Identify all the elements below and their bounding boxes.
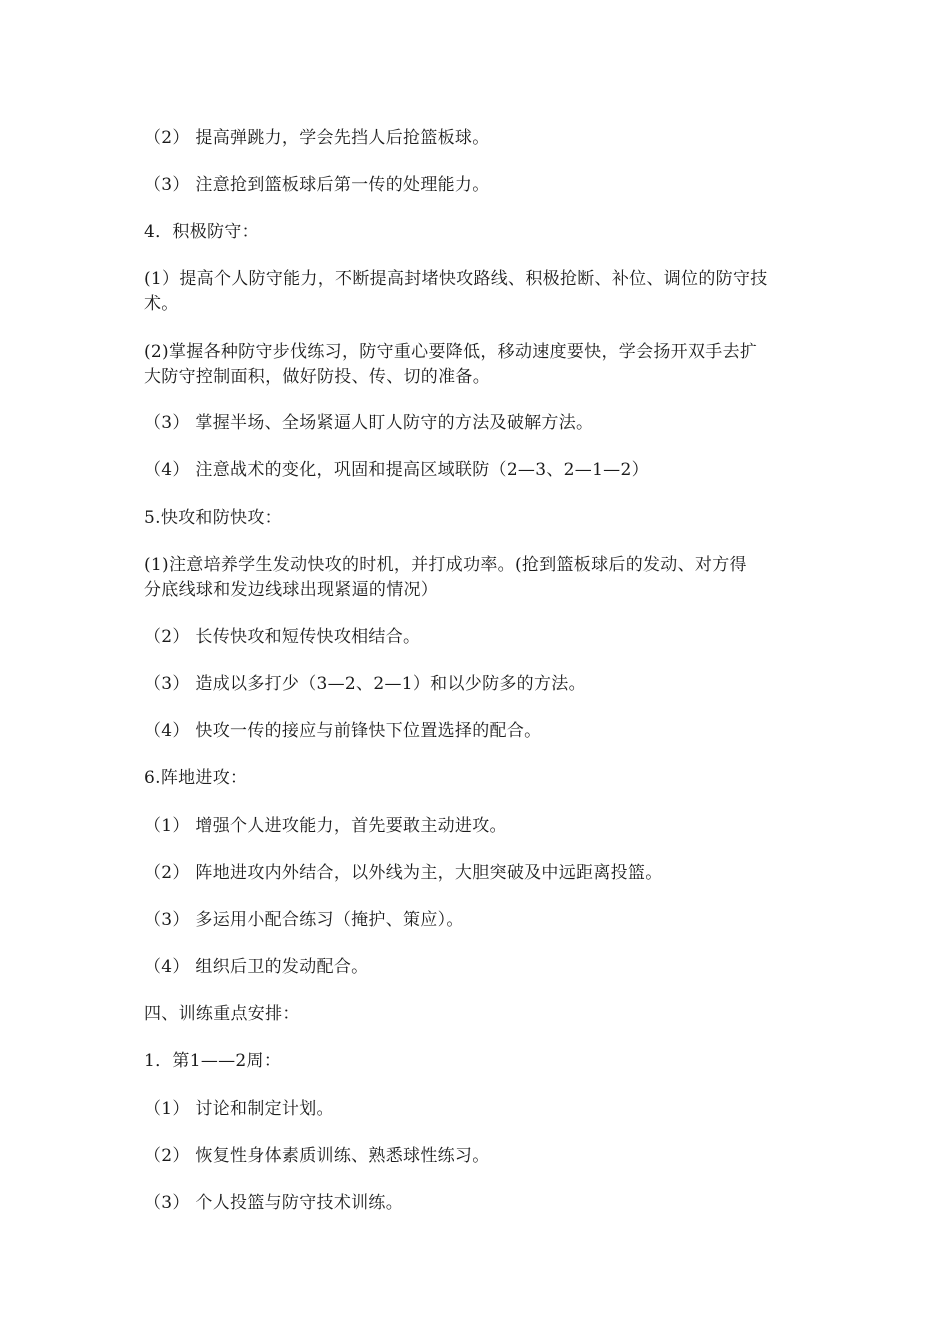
paragraph-fastbreak-1-line-1: (1)注意培养学生发动快攻的时机，并打成功率。(抢到篮板球后的发动、对方得 (144, 555, 747, 575)
paragraph-defense-3: （3） 掌握半场、全场紧逼人盯人防守的方法及破解方法。 (144, 413, 594, 433)
section-heading-fast-break: 5.快攻和防快攻： (144, 508, 282, 528)
paragraph-fastbreak-3: （3） 造成以多打少（3—2、2—1）和以少防多的方法。 (144, 674, 586, 694)
paragraph-defense-1-line-2: 术。 (144, 294, 179, 314)
paragraph-fastbreak-2: （2） 长传快攻和短传快攻相结合。 (144, 627, 421, 647)
subsection-heading-week-1-2: 1．第1——2周： (144, 1051, 282, 1071)
paragraph-item-3: （3） 注意抢到篮板球后第一传的处理能力。 (144, 175, 490, 195)
section-heading-training-focus: 四、训练重点安排： (144, 1004, 300, 1024)
paragraph-defense-1-line-1: (1）提高个人防守能力，不断提高封堵快攻路线、积极抢断、补位、调位的防守技 (144, 269, 768, 289)
section-heading-positional-offense: 6.阵地进攻： (144, 768, 248, 788)
paragraph-item-2: （2） 提高弹跳力，学会先挡人后抢篮板球。 (144, 128, 490, 148)
paragraph-week-2: （2） 恢复性身体素质训练、熟悉球性练习。 (144, 1146, 490, 1166)
paragraph-defense-2-line-2: 大防守控制面积，做好防投、传、切的准备。 (144, 367, 490, 387)
paragraph-offense-1: （1） 增强个人进攻能力，首先要敢主动进攻。 (144, 816, 507, 836)
paragraph-fastbreak-1-line-2: 分底线球和发边线球出现紧逼的情况） (144, 580, 439, 600)
section-heading-active-defense: 4．积极防守： (144, 222, 259, 242)
paragraph-offense-2: （2） 阵地进攻内外结合，以外线为主，大胆突破及中远距离投篮。 (144, 863, 663, 883)
paragraph-offense-3: （3） 多运用小配合练习（掩护、策应）。 (144, 910, 464, 930)
paragraph-fastbreak-4: （4） 快攻一传的接应与前锋快下位置选择的配合。 (144, 721, 542, 741)
paragraph-week-3: （3） 个人投篮与防守技术训练。 (144, 1193, 404, 1213)
paragraph-defense-2-line-1: (2)掌握各种防守步伐练习，防守重心要降低，移动速度要快，学会扬开双手去扩 (144, 342, 758, 362)
paragraph-week-1: （1） 讨论和制定计划。 (144, 1099, 334, 1119)
paragraph-offense-4: （4） 组织后卫的发动配合。 (144, 957, 369, 977)
paragraph-defense-4: （4） 注意战术的变化，巩固和提高区域联防（2—3、2—1—2） (144, 460, 649, 480)
